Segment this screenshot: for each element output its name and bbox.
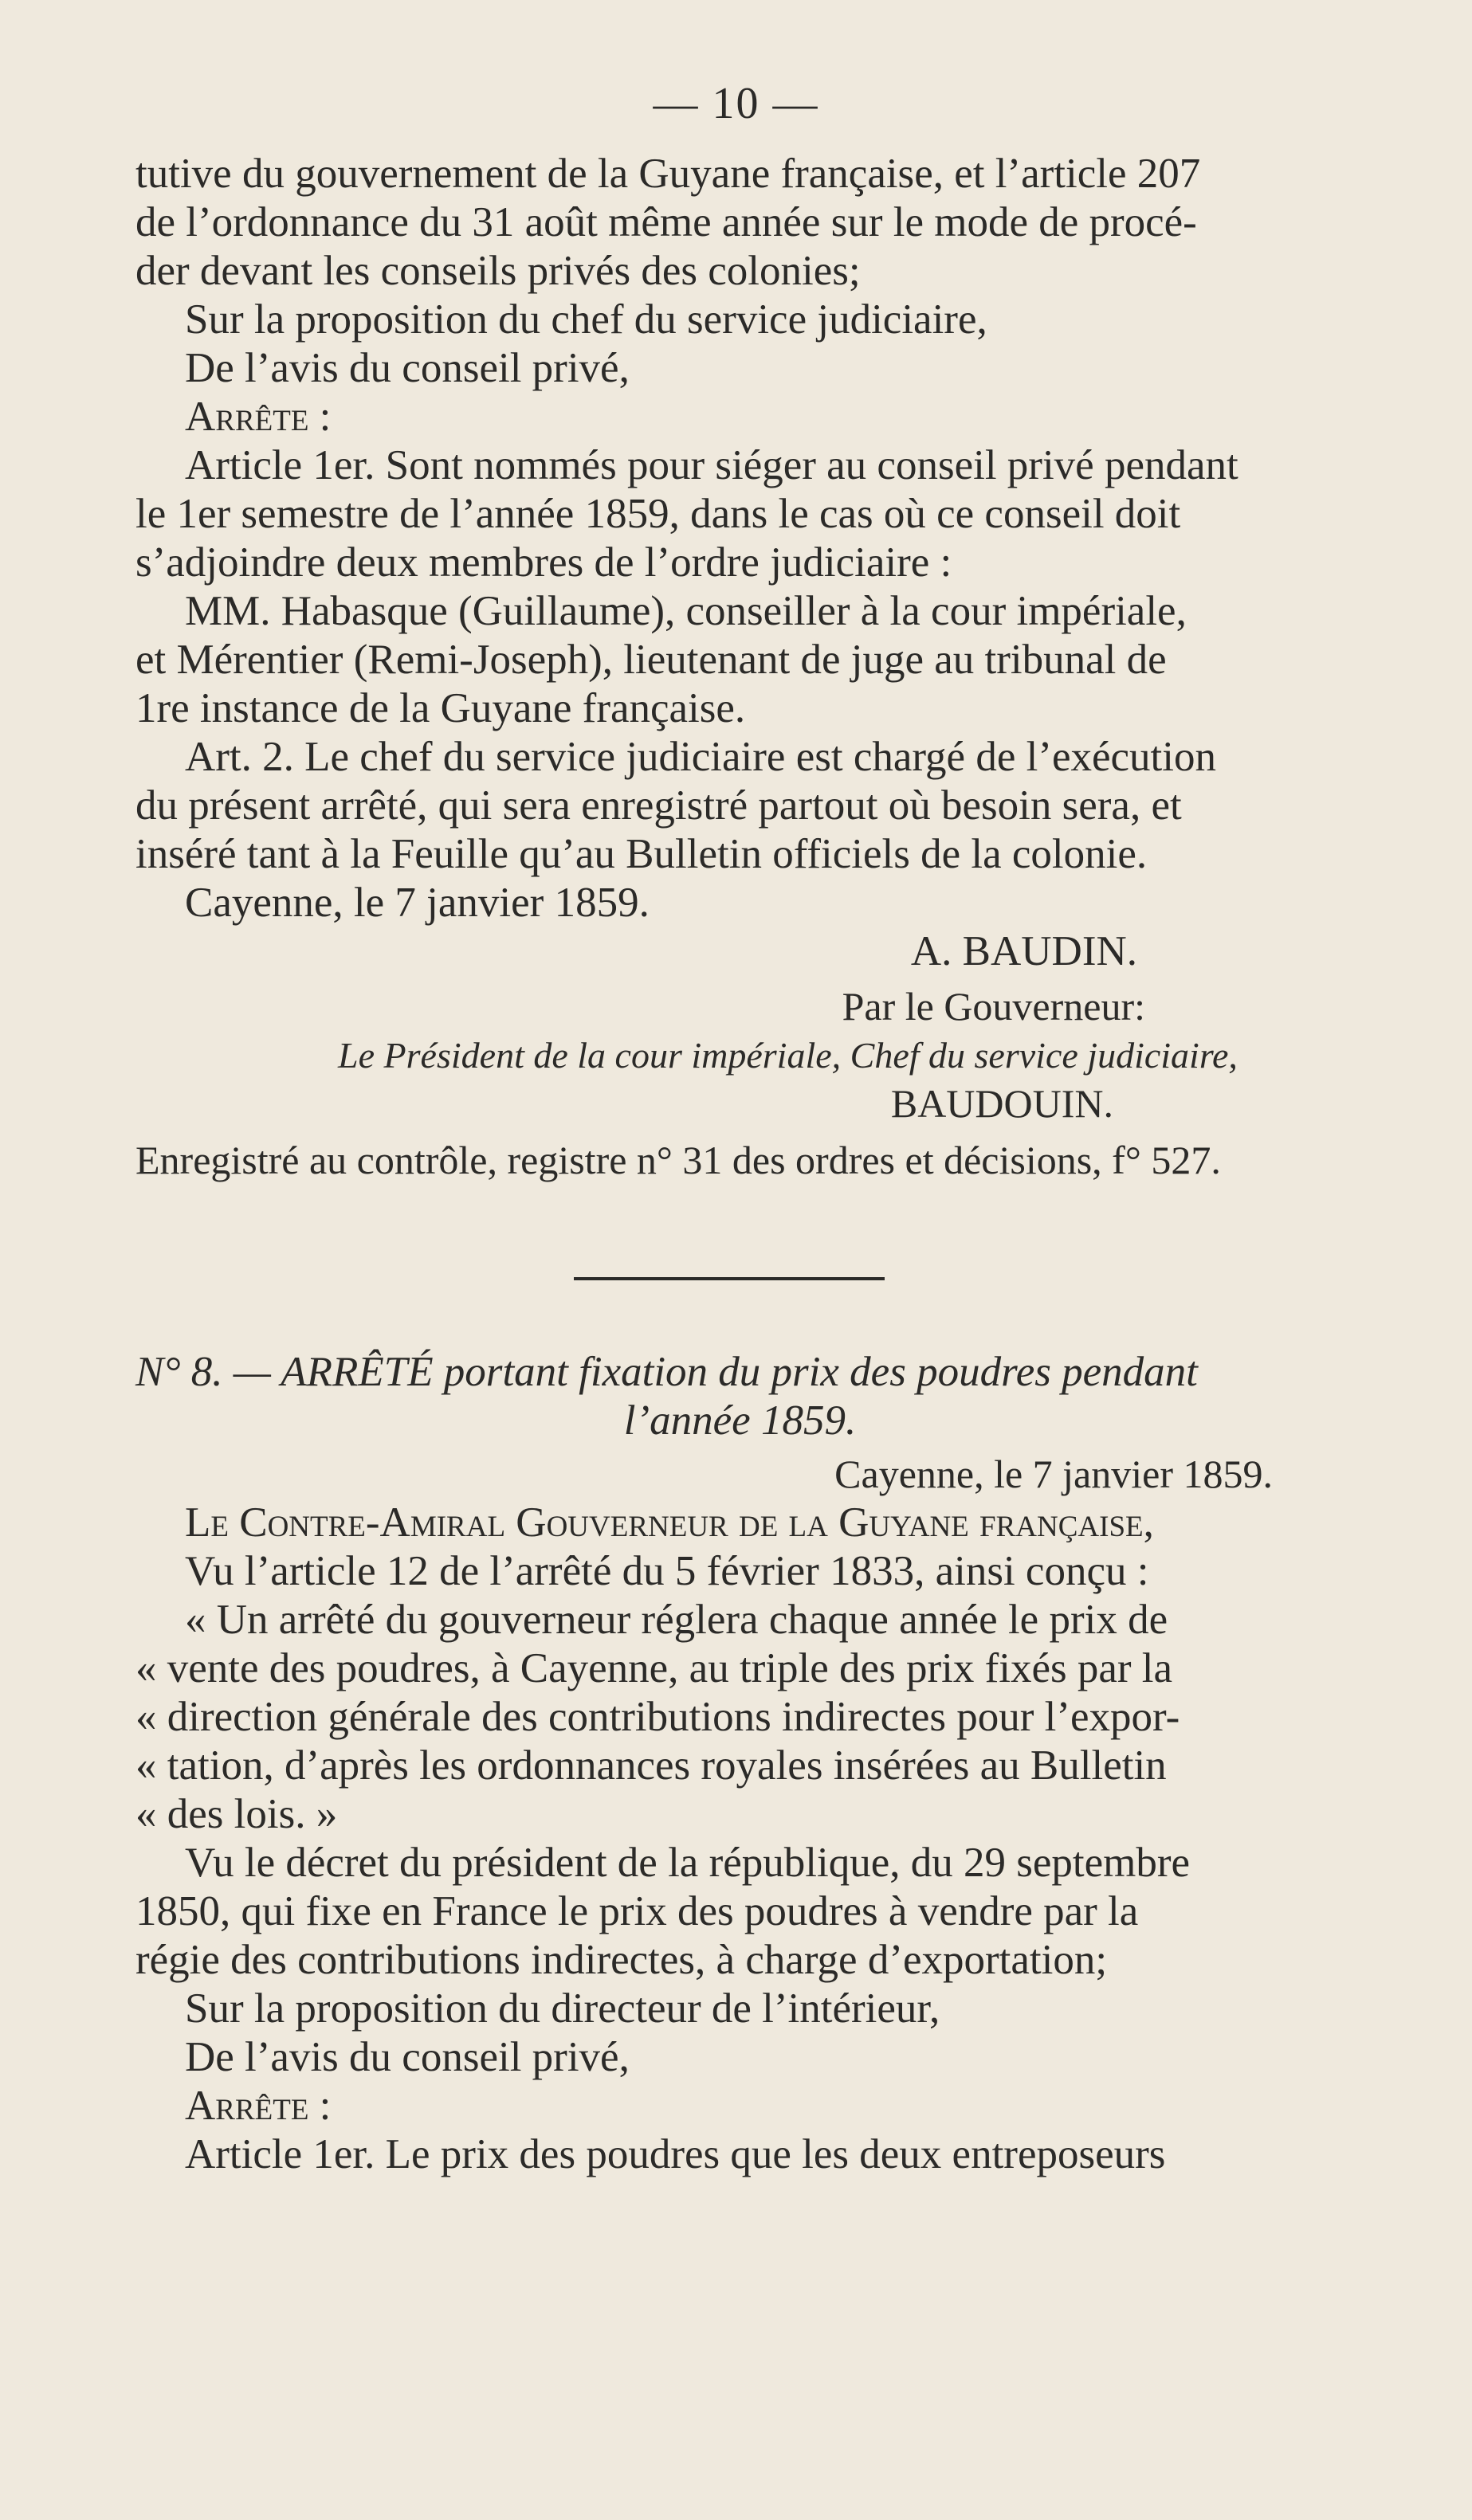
section-1 <box>135 150 1344 1185</box>
section-divider <box>574 1277 885 1280</box>
signature-baudouin: BAUDOUIN. <box>890 1081 1113 1126</box>
considering-line: Vu le décret du président de la république, du 29 septembre <box>185 1840 1191 1886</box>
heading-line: N° 8. — ARRÊTÉ portant fixation du prix des poudres pendant <box>135 1349 1198 1395</box>
registration-note: Enregistré au contrôle, registre n° 31 des ordres et décisions, f° 527. <box>135 1138 1221 1182</box>
quote-line: « Un arrêté du gouverneur réglera chaque année le prix de <box>185 1597 1168 1643</box>
page-number: — 10 — <box>653 79 819 128</box>
considering-line: De l’avis du conseil privé, <box>185 2034 630 2080</box>
article-line: Article 1er. Sont nommés pour siéger au conseil privé pendant <box>185 442 1238 488</box>
par-le-gouverneur: Par le Gouverneur: <box>842 984 1145 1029</box>
text-line: de l’ordonnance du 31 août même année sur le mode de procé- <box>135 199 1197 245</box>
members-line: 1re instance de la Guyane française. <box>135 685 746 731</box>
article-line: s’adjoindre deux membres de l’ordre judiciaire : <box>135 539 952 586</box>
text-line: tutive du gouvernement de la Guyane française, et l’article 207 <box>135 151 1201 197</box>
text-line: der devant les conseils privés des colonies; <box>135 248 861 294</box>
article-line: du présent arrêté, qui sera enregistré partout où besoin sera, et <box>135 782 1182 829</box>
article-line: inséré tant à la Feuille qu’au Bulletin officiels de la colonie. <box>135 831 1148 877</box>
signature: A. BAUDIN. <box>910 928 1137 974</box>
quote-line: « tation, d’après les ordonnances royales insérées au Bulletin <box>135 1742 1167 1789</box>
considering-line: Sur la proposition du chef du service judiciaire, <box>185 296 987 343</box>
article-line: Art. 2. Le chef du service judiciaire est chargé de l’exécution <box>185 734 1216 780</box>
heading-line: l’année 1859. <box>623 1397 857 1444</box>
considering-line: régie des contributions indirectes, à charge d’exportation; <box>135 1937 1108 1983</box>
governor-line: Le Contre-Amiral Gouverneur de la Guyane française, <box>185 1499 1154 1546</box>
article-line: le 1er semestre de l’année 1859, dans le cas où ce conseil doit <box>135 491 1181 537</box>
considering-line: 1850, qui fixe en France le prix des poudres à vendre par la <box>135 1888 1139 1934</box>
members-line: MM. Habasque (Guillaume), conseiller à la cour impériale, <box>185 588 1187 634</box>
place-date: Cayenne, le 7 janvier 1859. <box>185 880 650 926</box>
quote-line: « direction générale des contributions indirectes pour l’expor- <box>135 1694 1180 1740</box>
members-line: et Mérentier (Remi-Joseph), lieutenant de juge au tribunal de <box>135 637 1167 683</box>
quote-line: « vente des poudres, à Cayenne, au triple des prix fixés par la <box>135 1645 1173 1691</box>
arrete-date: Cayenne, le 7 janvier 1859. <box>834 1452 1273 1496</box>
considering-line: Vu l’article 12 de l’arrêté du 5 février 1833, ainsi conçu : <box>185 1548 1149 1594</box>
president-title: Le Président de la cour impériale, Chef du service judiciaire, <box>338 1035 1238 1076</box>
considering-line: Sur la proposition du directeur de l’intérieur, <box>185 1985 940 2032</box>
quote-line: « des lois. » <box>135 1791 338 1837</box>
considering-line: De l’avis du conseil privé, <box>185 345 630 391</box>
arrete-label: Arrête : <box>185 394 332 440</box>
article-line: Article 1er. Le prix des poudres que les deux entreposeurs <box>185 2131 1166 2177</box>
section-2 <box>135 1348 1344 2179</box>
arrete-label: Arrête : <box>185 2083 332 2129</box>
